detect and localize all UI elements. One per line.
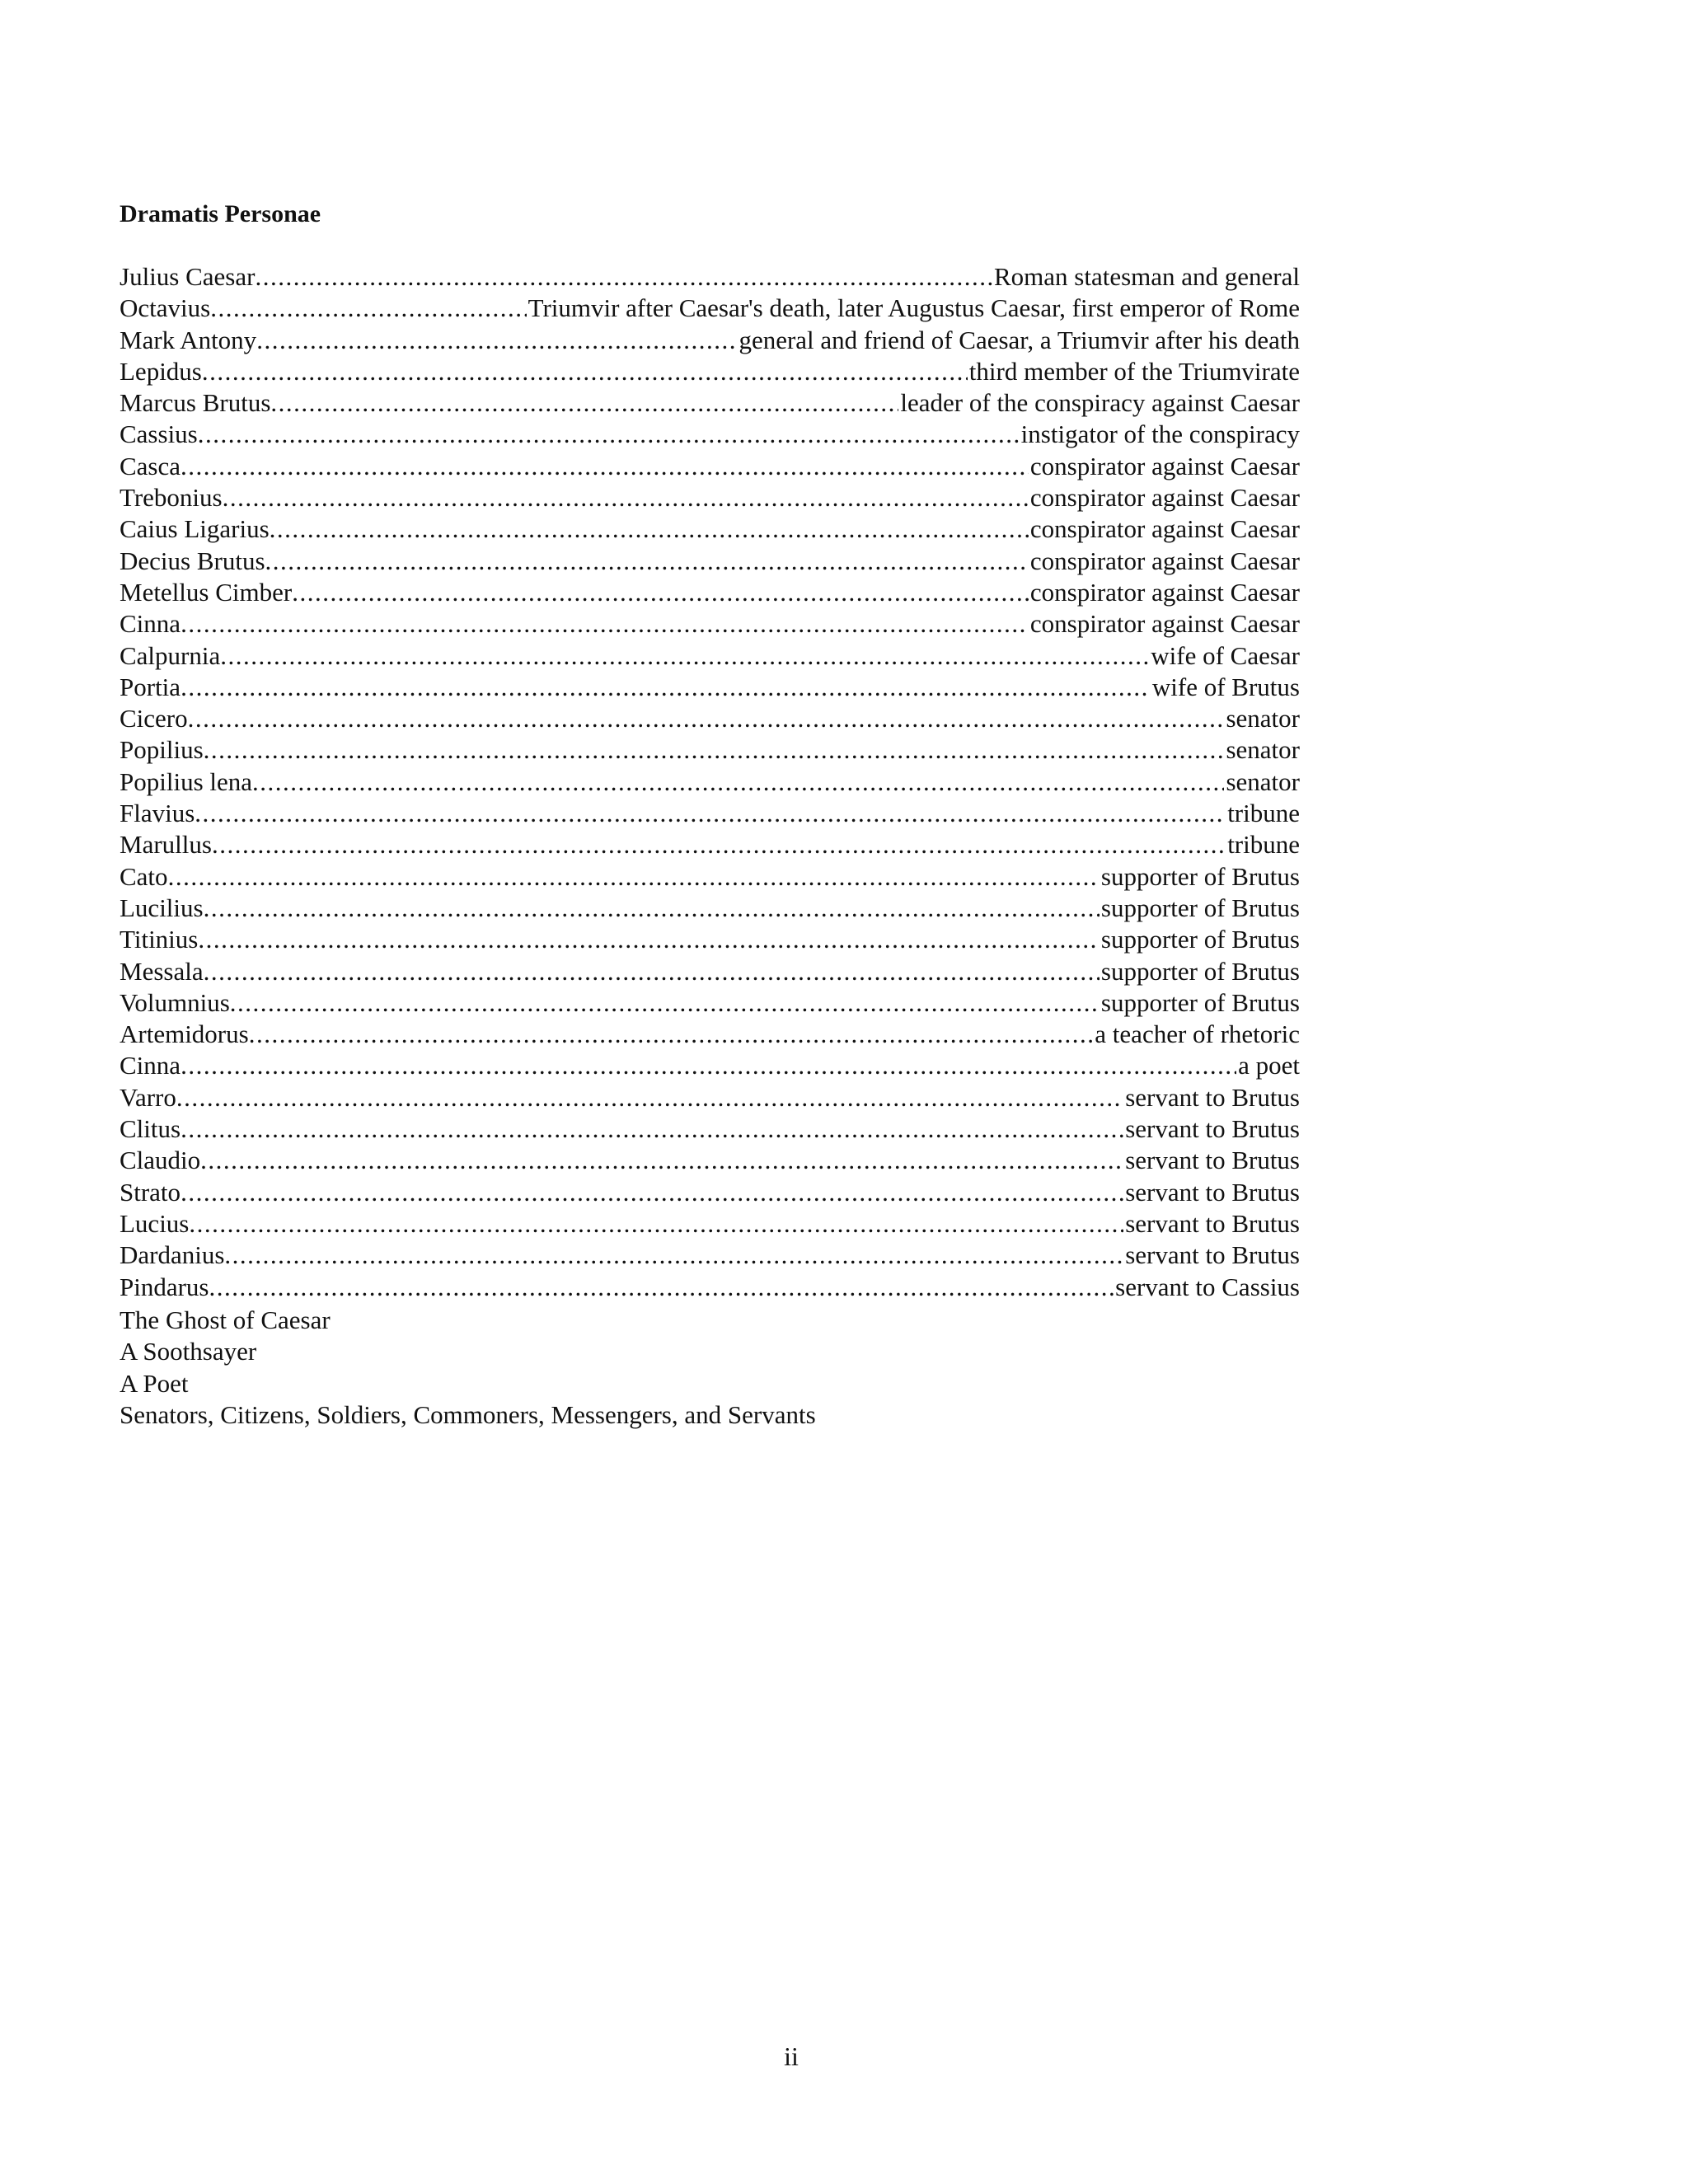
character-role: servant to Brutus — [1125, 1177, 1300, 1207]
character-role: servant to Brutus — [1125, 1082, 1300, 1112]
character-name: Cicero — [120, 704, 188, 733]
character-role: servant to Brutus — [1125, 1146, 1300, 1175]
character-role: conspirator against Caesar — [1029, 546, 1300, 575]
character-name: Claudio — [120, 1146, 201, 1175]
character-role: conspirator against Caesar — [1029, 483, 1300, 513]
character-role: tribune — [1227, 830, 1300, 860]
cast-row — [120, 766, 1300, 798]
dot-leader — [181, 451, 1029, 482]
character-role: supporter of Brutus — [1100, 861, 1300, 891]
character-name: Marcus Brutus — [120, 388, 271, 418]
dot-leader — [204, 956, 1100, 987]
character-name: Decius Brutus — [120, 546, 265, 575]
cast-row — [120, 1082, 1300, 1113]
cast-row — [120, 798, 1300, 829]
cast-row — [120, 1050, 1300, 1081]
cast-row — [120, 1240, 1300, 1271]
cast-row — [120, 608, 1300, 640]
cast-row — [120, 893, 1300, 924]
cast-row — [120, 513, 1300, 545]
character-name: Marullus — [120, 830, 212, 860]
character-name: Messala — [120, 956, 204, 986]
cast-row — [120, 1272, 1300, 1303]
character-name: Volumnius — [120, 987, 230, 1017]
dot-leader — [176, 1082, 1123, 1113]
cast-row — [120, 482, 1300, 513]
character-name: Dardanius — [120, 1240, 225, 1270]
cast-row — [120, 577, 1300, 608]
cast-row — [120, 703, 1300, 734]
character-name: Cassius — [120, 419, 198, 449]
dot-leader — [181, 672, 1151, 703]
character-name: Popilius lena — [120, 766, 253, 796]
dot-leader — [202, 356, 968, 387]
character-name: Caius Ligarius — [120, 514, 270, 544]
dot-leader — [224, 1240, 1123, 1271]
character-name: Mark Antony — [120, 325, 257, 354]
character-name: Flavius — [120, 799, 195, 828]
character-role: a teacher of rhetoric — [1095, 1019, 1300, 1049]
cast-row — [120, 419, 1300, 450]
character-name: Pindarus — [120, 1272, 209, 1301]
extras-list — [120, 1305, 816, 1431]
dot-leader — [181, 1113, 1123, 1145]
cast-row — [120, 734, 1300, 766]
cast-row — [120, 861, 1300, 893]
character-name: Octavius — [120, 293, 211, 323]
dot-leader — [181, 1050, 1236, 1081]
character-role: conspirator against Caesar — [1029, 577, 1300, 607]
character-name: Lepidus — [120, 356, 202, 386]
dot-leader — [198, 924, 1100, 955]
character-name: Artemidorus — [120, 1019, 249, 1049]
cast-row — [120, 640, 1300, 672]
character-role: conspirator against Caesar — [1029, 514, 1300, 544]
dot-leader — [223, 482, 1029, 513]
character-role: senator — [1226, 704, 1300, 733]
dot-leader — [212, 829, 1226, 860]
character-role: wife of Caesar — [1151, 640, 1300, 670]
dot-leader — [265, 546, 1029, 577]
cast-row — [120, 1208, 1300, 1240]
dot-leader — [195, 798, 1226, 829]
cast-row — [120, 387, 1300, 419]
character-name: Cato — [120, 861, 168, 891]
character-name: Trebonius — [120, 483, 223, 513]
cast-row — [120, 356, 1300, 387]
character-role: instigator of the conspiracy — [1020, 419, 1300, 449]
character-role: senator — [1226, 735, 1300, 765]
character-name: Cinna — [120, 609, 181, 639]
dot-leader — [252, 766, 1224, 798]
cast-row — [120, 956, 1300, 987]
character-role: supporter of Brutus — [1100, 925, 1300, 954]
cast-row — [120, 546, 1300, 577]
character-role: Triumvir after Caesar's death, later Augustus Caesar, first emperor of Rome — [528, 293, 1300, 323]
dot-leader — [220, 640, 1149, 672]
character-role: Roman statesman and general — [993, 262, 1300, 291]
character-name: Metellus Cimber — [120, 577, 293, 607]
cast-row — [120, 987, 1300, 1019]
character-role: servant to Brutus — [1125, 1114, 1300, 1144]
dot-leader — [256, 325, 737, 356]
cast-row — [120, 1113, 1300, 1145]
cast-row — [120, 1177, 1300, 1208]
character-role: supporter of Brutus — [1100, 893, 1300, 922]
character-name: Varro — [120, 1082, 176, 1112]
character-role: wife of Brutus — [1151, 672, 1300, 701]
dot-leader — [210, 293, 526, 324]
dot-leader — [230, 987, 1100, 1019]
dot-leader — [292, 577, 1029, 608]
dot-leader — [181, 1177, 1123, 1208]
character-name: Julius Caesar — [120, 262, 256, 291]
dot-leader — [181, 608, 1029, 640]
character-role: leader of the conspiracy against Caesar — [900, 388, 1300, 418]
extra-character: The Ghost of Caesar — [120, 1305, 331, 1334]
cast-row — [120, 451, 1300, 482]
character-name: Portia — [120, 672, 181, 701]
character-role: servant to Brutus — [1125, 1240, 1300, 1270]
character-role: supporter of Brutus — [1100, 956, 1300, 986]
character-name: Titinius — [120, 925, 199, 954]
character-role: general and friend of Caesar, a Triumvir after his death — [738, 325, 1300, 354]
cast-row — [120, 1019, 1300, 1050]
dot-leader — [255, 261, 992, 293]
character-role: tribune — [1227, 799, 1300, 828]
character-role: third member of the Triumvirate — [968, 356, 1300, 386]
dot-leader — [204, 734, 1225, 766]
character-role: servant to Cassius — [1115, 1272, 1300, 1301]
extra-character: Senators, Citizens, Soldiers, Commoners, Messengers, and Servants — [120, 1399, 816, 1429]
page-title: Dramatis Personae — [120, 200, 321, 227]
dot-leader — [200, 1145, 1123, 1176]
dot-leader — [270, 513, 1029, 545]
page-number: ii — [784, 2041, 799, 2071]
character-name: Casca — [120, 451, 181, 480]
dot-leader — [270, 387, 898, 419]
character-name: Lucius — [120, 1208, 190, 1238]
dot-leader — [204, 893, 1100, 924]
character-name: Clitus — [120, 1114, 181, 1144]
character-role: supporter of Brutus — [1100, 987, 1300, 1017]
character-name: Lucilius — [120, 893, 204, 922]
character-role: servant to Brutus — [1125, 1208, 1300, 1238]
dot-leader — [249, 1019, 1094, 1050]
dot-leader — [209, 1272, 1114, 1303]
character-role: conspirator against Caesar — [1029, 451, 1300, 480]
character-role: a poet — [1238, 1051, 1300, 1080]
dot-leader — [168, 861, 1100, 893]
dot-leader — [198, 419, 1020, 450]
extra-character: A Soothsayer — [120, 1337, 257, 1366]
character-role: senator — [1226, 766, 1300, 796]
cast-row — [120, 672, 1300, 703]
dot-leader — [188, 703, 1225, 734]
cast-row — [120, 1145, 1300, 1176]
character-name: Strato — [120, 1177, 181, 1207]
extra-character: A Poet — [120, 1368, 189, 1398]
character-role: conspirator against Caesar — [1029, 609, 1300, 639]
character-name: Cinna — [120, 1051, 181, 1080]
dot-leader — [189, 1208, 1123, 1240]
cast-row — [120, 261, 1300, 293]
cast-row — [120, 325, 1300, 356]
cast-row — [120, 293, 1300, 324]
character-name: Calpurnia — [120, 640, 221, 670]
character-name: Popilius — [120, 735, 204, 765]
cast-row — [120, 924, 1300, 955]
cast-row — [120, 829, 1300, 860]
cast-list — [120, 261, 1300, 1303]
